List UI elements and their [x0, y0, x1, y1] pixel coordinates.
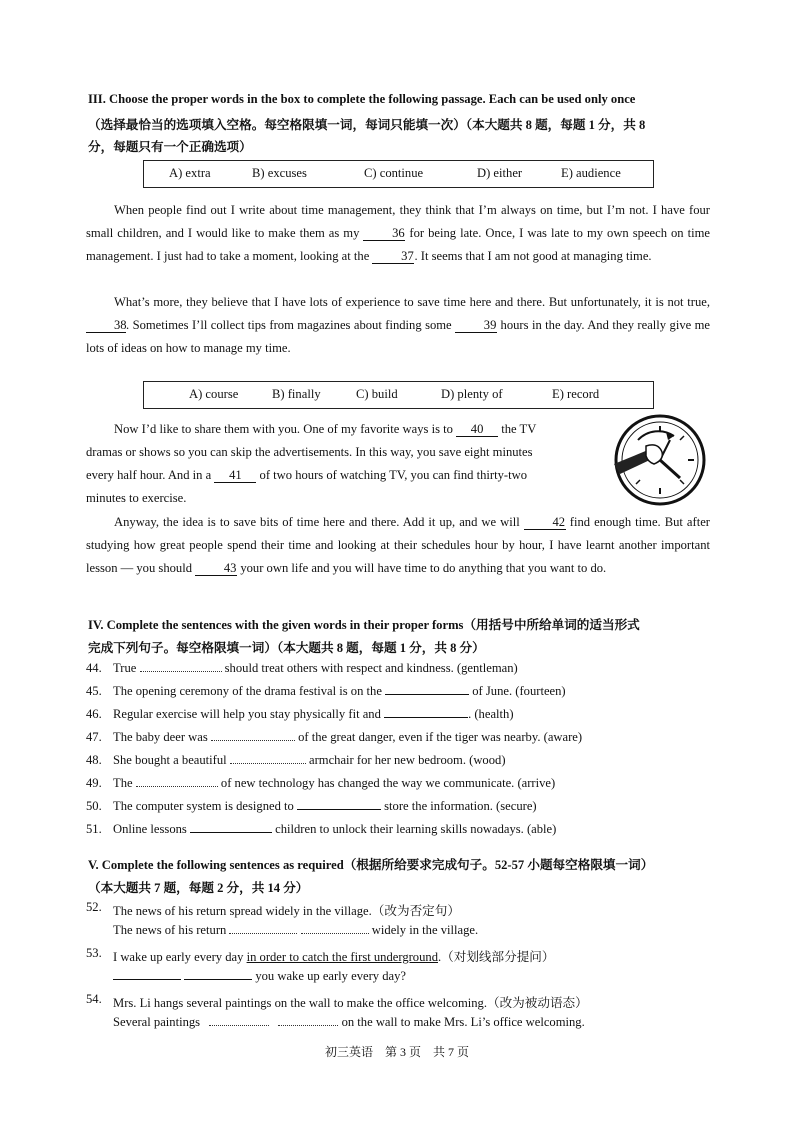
question-number: 44. [86, 661, 102, 675]
word-box-1-option: D) either [477, 166, 523, 180]
question-51 [113, 822, 556, 837]
section5-heading-line2: （本大题共 7 题，每题 2 分，共 14 分） [88, 881, 309, 895]
passage-text: Anyway, the idea is to save bits of time here and there. Add it up, and we will [114, 515, 520, 529]
answer-blank[interactable] [278, 1025, 338, 1026]
word-box-1-option: E) audience [561, 166, 621, 180]
question-48 [113, 753, 506, 768]
question-47 [113, 730, 582, 745]
question-number: 49. [86, 776, 102, 790]
question-52-answer [113, 923, 478, 938]
question-text: armchair for her new bedroom. (wood) [308, 753, 506, 767]
answer-blank[interactable] [385, 694, 469, 695]
passage-text: . Sometimes I’ll collect tips from magazines about finding some [126, 318, 452, 332]
question-text: The opening ceremony of the drama festival is on the [113, 684, 382, 698]
question-text: store the information. (secure) [384, 799, 537, 813]
answer-blank[interactable] [184, 979, 252, 980]
question-text: of new technology has changed the way we communicate. (arrive) [220, 776, 556, 790]
question-54-answer [113, 1015, 585, 1030]
passage-text: for being late. Once, I was late to my own speech on time management. I just had to take a moment, looking at the [86, 226, 710, 263]
answer-blank[interactable] [229, 933, 297, 934]
section3-heading-line3: 分，每题只有一个正确选项） [88, 140, 252, 154]
question-text: I wake up early every day [113, 950, 244, 964]
question-text: . (health) [468, 707, 514, 721]
answer-blank[interactable] [230, 763, 306, 764]
answer-blank[interactable]: 42 [524, 515, 566, 530]
question-text: The [113, 776, 133, 790]
answer-blank[interactable] [140, 671, 222, 672]
word-box-1-option: A) extra [169, 166, 211, 180]
answer-blank[interactable] [113, 979, 181, 980]
passage-text: . It seems that I am not good at managing time. [414, 249, 652, 263]
answer-blank[interactable]: 36 [363, 226, 405, 241]
section3-heading-line2: （选择最恰当的选项填入空格。每空格限填一词，每词只能填一次）（本大题共 8 题，每题 1 分，共 8 [88, 118, 646, 132]
question-text: of June. (fourteen) [472, 684, 566, 698]
answer-blank[interactable] [211, 740, 295, 741]
question-text: Online lessons [113, 822, 187, 836]
answer-blank[interactable] [301, 933, 369, 934]
passage-text: the TV [501, 422, 537, 436]
question-45 [113, 684, 566, 699]
clock-with-remote-icon [608, 412, 708, 508]
passage-text: hours in the day. And they really give me lots of ideas on how to manage my time. [86, 318, 711, 355]
answer-blank[interactable]: 38 [86, 318, 126, 333]
passage-text: When people find out I write about time management, they think that I’m always on time, but I’m not. I have four small children, and I would like to make them as my [86, 203, 710, 240]
answer-blank[interactable] [384, 717, 468, 718]
passage-paragraph-3-line1 [114, 422, 536, 437]
section4-heading-line2: 完成下列句子。每空格限填一词）（本大题共 8 题，每题 1 分，共 8 分） [88, 641, 485, 655]
word-box-1-option: B) excuses [252, 166, 307, 180]
passage-text: your own life and you will have time to do anything that you want to do. [240, 561, 607, 575]
question-text: should treat others with respect and kindness. (gentleman) [224, 661, 518, 675]
question-text: She bought a beautiful [113, 753, 227, 767]
passage-paragraph-3-line4: minutes to exercise. [86, 491, 187, 505]
question-53-text [113, 946, 555, 965]
question-text: widely in the village. [371, 923, 479, 937]
answer-blank[interactable]: 41 [214, 468, 256, 483]
underlined-phrase: in order to catch the first underground [246, 950, 438, 964]
answer-blank[interactable] [136, 786, 218, 787]
passage-paragraph-4 [86, 511, 710, 580]
question-text: Regular exercise will help you stay physically fit and [113, 707, 381, 721]
question-number: 45. [86, 684, 102, 698]
question-text: children to unlock their learning skills nowadays. (able) [275, 822, 557, 836]
answer-blank[interactable]: 40 [456, 422, 498, 437]
word-box-1-option: C) continue [364, 166, 424, 180]
question-text: on the wall to make Mrs. Li’s office welcoming. [341, 1015, 585, 1029]
passage-paragraph-3-line2: dramas or shows so you can skip the advertisements. In this way, you save eight minutes [86, 445, 533, 459]
word-box-2-option: C) build [356, 387, 398, 401]
page-footer: 初三英语 第 3 页 共 7 页 [324, 1045, 469, 1059]
question-53-answer [113, 969, 406, 984]
passage-paragraph-1 [86, 199, 710, 268]
word-box-2 [143, 381, 654, 409]
question-text: True [113, 661, 137, 675]
passage-text: Now I’d like to share them with you. One of my favorite ways is to [114, 422, 453, 436]
word-box-2-option: B) finally [272, 387, 321, 401]
section3-heading-line1: III. Choose the proper words in the box to complete the following passage. Each can be used only once [88, 92, 636, 106]
answer-blank[interactable]: 43 [195, 561, 237, 576]
question-number: 51. [86, 822, 102, 836]
answer-blank[interactable] [209, 1025, 269, 1026]
question-number: 52. [86, 900, 102, 914]
passage-text: What’s more, they believe that I have lots of experience to save time here and there. But unfortunately, it is not true, [114, 295, 710, 309]
word-box-1 [143, 160, 654, 188]
question-number: 47. [86, 730, 102, 744]
question-44 [113, 661, 518, 676]
passage-text: of two hours of watching TV, you can find thirty-two [259, 468, 527, 482]
question-number: 50. [86, 799, 102, 813]
question-text: Several paintings [113, 1015, 201, 1029]
passage-paragraph-3-line3 [86, 468, 527, 483]
passage-text: every half hour. And in a [86, 468, 212, 482]
passage-paragraph-2 [86, 291, 710, 360]
question-46 [113, 707, 514, 722]
question-text: The computer system is designed to [113, 799, 294, 813]
question-number: 48. [86, 753, 102, 767]
question-text: you wake up early every day? [255, 969, 407, 983]
question-text: of the great danger, even if the tiger was nearby. (aware) [298, 730, 583, 744]
question-text: The news of his return [113, 923, 227, 937]
question-number: 46. [86, 707, 102, 721]
word-box-2-option: A) course [189, 387, 239, 401]
passage-text: find enough time. But after studying how great people spend their time and looking at their schedules hour by hour, I have learnt another important lesson — you should [86, 515, 710, 575]
answer-blank[interactable] [297, 809, 381, 810]
question-50 [113, 799, 537, 814]
word-box-2-option: E) record [552, 387, 600, 401]
question-number: 54. [86, 992, 102, 1006]
section5-heading-line1: V. Complete the following sentences as required（根据所给要求完成句子。52-57 小题每空格限填一词） [88, 858, 654, 872]
section4-heading-line1: IV. Complete the sentences with the given words in their proper forms（用括号中所给单词的适当形式 [88, 618, 640, 632]
answer-blank[interactable]: 37 [372, 249, 414, 264]
question-text: The baby deer was [113, 730, 208, 744]
question-text: .（对划线部分提问） [438, 950, 555, 964]
answer-blank[interactable]: 39 [455, 318, 497, 333]
question-number: 53. [86, 946, 102, 960]
question-52-text: The news of his return spread widely in the village.（改为否定句） [113, 904, 460, 918]
question-49 [113, 776, 555, 791]
word-box-2-option: D) plenty of [441, 387, 503, 401]
question-54-text: Mrs. Li hangs several paintings on the wall to make the office welcoming.（改为被动语态） [113, 996, 588, 1010]
answer-blank[interactable] [190, 832, 272, 833]
